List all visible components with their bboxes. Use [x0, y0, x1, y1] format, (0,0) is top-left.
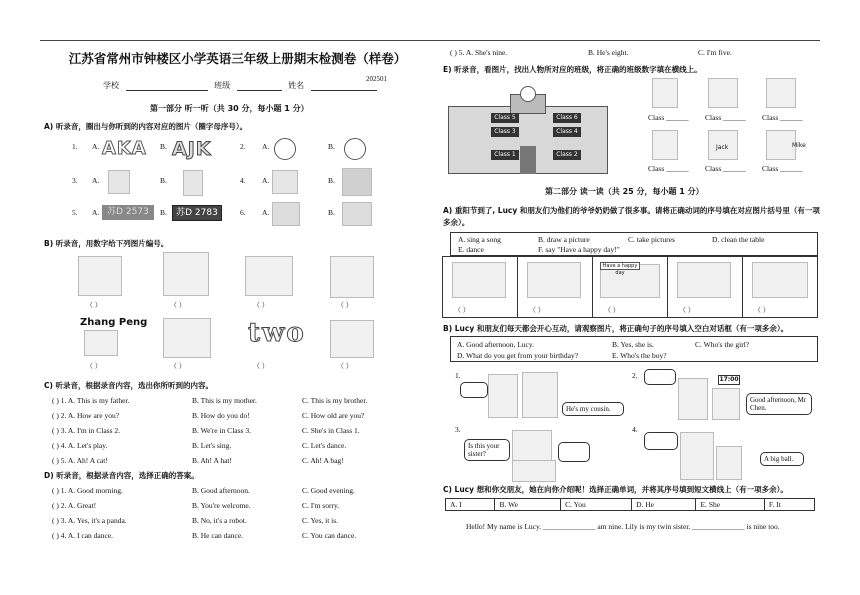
d2-b[interactable]: B. You're welcome. [192, 501, 251, 510]
b-paren-5[interactable]: （ ） [86, 362, 102, 370]
b-paren-7[interactable]: （ ） [253, 362, 269, 370]
e-person-4 [652, 130, 678, 160]
dialog-4-picture-b [716, 446, 742, 480]
clock-a-icon [274, 138, 296, 160]
clock-b-icon [344, 138, 366, 160]
e-person-3 [766, 78, 796, 108]
b-paren-8[interactable]: （ ） [337, 362, 353, 370]
p2a-opt-e: E. dance [458, 245, 484, 254]
divider [592, 256, 593, 318]
c5-b[interactable]: B. Ah! A hat! [192, 456, 233, 465]
e-class-blank-1[interactable]: Class ______ [648, 113, 689, 122]
page-title: 江苏省常州市钟楼区小学英语三年级上册期末检测卷（样卷） [68, 51, 407, 66]
p2b-opt-d: D. What do you get from your birthday? [457, 351, 579, 360]
school-blank[interactable] [126, 82, 208, 91]
p2a-paren-3[interactable]: （ ） [604, 306, 620, 314]
dialog-1-picture-b [522, 372, 558, 418]
dialog-num-3: 3. [455, 425, 461, 434]
p2a-paren-2[interactable]: （ ） [529, 306, 545, 314]
b-paren-1[interactable]: （ ） [86, 301, 102, 309]
room-label-2: Class 2 [553, 150, 581, 160]
b-paren-4[interactable]: （ ） [337, 301, 353, 309]
q2-num: 2. [240, 142, 246, 151]
d3-a[interactable]: ( ) 3. A. Yes, it's a panda. [52, 516, 127, 525]
student-info [103, 80, 381, 91]
mike-label: Mike [792, 142, 806, 149]
q2-opt-a[interactable]: A. [262, 142, 270, 151]
room-label-4: Class 4 [553, 127, 581, 137]
d5-b[interactable]: B. He's eight. [588, 48, 629, 57]
two-picture: two [248, 318, 306, 348]
e-person-1 [652, 78, 678, 108]
p2b-opt-e: E. Who's the boy? [612, 351, 667, 360]
divider [667, 256, 668, 318]
dialog-2-picture-b [712, 388, 740, 420]
d2-a[interactable]: ( ) 2. A. Great! [52, 501, 97, 510]
room-label-3: Class 3 [491, 127, 519, 137]
c3-b[interactable]: B. We're in Class 3. [192, 426, 251, 435]
p2a-picture-5 [752, 262, 808, 298]
name-blank[interactable] [311, 82, 377, 91]
p2b-opt-a: A. Good afternoon, Lucy. [457, 340, 534, 349]
c2-c[interactable]: C. How old are you? [302, 411, 365, 420]
p2c-opt-d: D. He [632, 499, 696, 511]
q5-opt-b[interactable]: B. [160, 208, 167, 217]
school-label: 学校 [103, 81, 119, 90]
p2a-picture-2 [527, 262, 581, 298]
b-picture-1 [78, 256, 122, 296]
e-class-blank-2[interactable]: Class ______ [705, 113, 746, 122]
plate-picture-b: 苏D 2783 [172, 205, 222, 221]
q6-opt-b[interactable]: B. [328, 208, 335, 217]
q3-opt-a[interactable]: A. [92, 176, 100, 185]
q1-opt-a[interactable]: A. [92, 142, 100, 151]
e-class-blank-6[interactable]: Class ______ [762, 164, 803, 173]
paper-code: 202501 [366, 75, 387, 83]
p2c-opt-e: E. She [696, 499, 764, 511]
p2c-opt-b: B. We [495, 499, 561, 511]
dialog-3-people-picture [512, 460, 556, 482]
d1-a[interactable]: ( ) 1. A. Good morning. [52, 486, 123, 495]
c4-b[interactable]: B. Let's sing. [192, 441, 232, 450]
e-class-blank-4[interactable]: Class ______ [648, 164, 689, 173]
d4-c[interactable]: C. You can dance. [302, 531, 357, 540]
d3-b[interactable]: B. No, it's a robot. [192, 516, 247, 525]
dialog-num-4: 4. [632, 425, 638, 434]
q4-num: 4. [240, 176, 246, 185]
mouse-picture [272, 170, 298, 194]
d5-c[interactable]: C. I'm five. [698, 48, 732, 57]
p2b-opt-b: B. Yes, she is. [612, 340, 654, 349]
b-paren-2[interactable]: （ ） [170, 301, 186, 309]
dialog-3-photo-picture [512, 430, 552, 462]
p2a-paren-5[interactable]: （ ） [754, 306, 770, 314]
d2-c[interactable]: C. I'm sorry. [302, 501, 340, 510]
c1-b[interactable]: B. This is my mother. [192, 396, 257, 405]
c1-c[interactable]: C. This is my brother. [302, 396, 368, 405]
p2c-opt-a: A. I [446, 499, 495, 511]
top-rule [40, 40, 820, 41]
class-blank[interactable] [237, 82, 282, 91]
q4-opt-b[interactable]: B. [328, 176, 335, 185]
c2-b[interactable]: B. How do you do! [192, 411, 250, 420]
boy-picture [108, 170, 130, 194]
q2-opt-b[interactable]: B. [328, 142, 335, 151]
c2-a[interactable]: ( ) 2. A. How are you? [52, 411, 120, 420]
c1-a[interactable]: ( ) 1. A. This is my father. [52, 396, 130, 405]
b-picture-4 [330, 256, 374, 298]
e-person-2 [708, 78, 738, 108]
c4-c[interactable]: C. Let's dance. [302, 441, 347, 450]
section-d-title: D) 听录音，根据录音内容，选择正确的答案。 [44, 471, 199, 480]
dialog-num-1: 1. [455, 371, 461, 380]
school-building-picture [448, 86, 608, 174]
p2b-opt-c: C. Who's the girl? [695, 340, 750, 349]
c3-c[interactable]: C. She's in Class 1. [302, 426, 360, 435]
e-class-blank-3[interactable]: Class ______ [762, 113, 803, 122]
part2-section-c-title: C) Lucy 想和你交朋友，她在向你介绍呢！选择正确单词，并将其序号填到短文横线上（有一项多余）。 [443, 485, 788, 494]
tree-picture [342, 202, 372, 226]
b-picture-2 [163, 252, 209, 296]
dialog-3-sister-bubble: Is this your sister? [464, 439, 510, 461]
room-label-5: Class 5 [491, 113, 519, 123]
kite-picture [272, 202, 300, 226]
class-label: 班级 [214, 81, 231, 90]
q3-opt-b[interactable]: B. [160, 176, 167, 185]
dialog-2-blank-bubble[interactable] [644, 369, 676, 385]
b-paren-3[interactable]: （ ） [253, 301, 269, 309]
b-picture-8 [330, 320, 374, 358]
dialog-4-picture-a [680, 432, 714, 480]
name-label: 姓名 [288, 81, 305, 90]
lion-picture [342, 168, 372, 196]
section-a-title: A) 听录音，圈出与你听到的内容对应的图片（圈字母序号）。 [44, 122, 248, 131]
p2a-opt-a: A. sing a song [458, 235, 501, 244]
b-paren-6[interactable]: （ ） [170, 362, 186, 370]
tower-clock-icon [520, 86, 536, 102]
happy-day-banner: Have a happy day [600, 262, 640, 270]
b-picture-3 [245, 256, 293, 296]
divider [517, 256, 518, 318]
q6-num: 6. [240, 208, 246, 217]
p2c-word-options [445, 498, 815, 511]
q1-ajk-picture: AJK [172, 138, 212, 160]
dialog-3-blank-bubble[interactable] [558, 442, 590, 462]
part2-section-a-title: A) 重阳节到了, Lucy 和朋友们为他们的爷爷奶奶做了很多事。请将正确动词的序号填在对应图片括号里（有一项多余）。 [443, 206, 820, 227]
divider [742, 256, 743, 318]
p2a-paren-4[interactable]: （ ） [679, 306, 695, 314]
p2a-opt-b: B. draw a picture [538, 235, 590, 244]
c5-a[interactable]: ( ) 5. A. Ah! A cat! [52, 456, 108, 465]
q1-opt-b[interactable]: B. [160, 142, 167, 151]
section-c-title: C) 听录音，根据录音内容，选出你所听到的内容。 [44, 381, 214, 390]
dialog-2-afternoon-bubble: Good afternoon, Mr Chen. [746, 393, 812, 415]
d1-c[interactable]: C. Good evening. [302, 486, 355, 495]
zhang-peng-label: Zhang Peng [80, 317, 148, 328]
section-b-title: B) 听录音，用数字给下列图片编号。 [44, 239, 169, 248]
dialog-num-2: 2. [632, 371, 638, 380]
part1-title: 第一部分 听一听（共 30 分，每小题 1 分） [150, 104, 309, 113]
d1-b[interactable]: B. Good afternoon. [192, 486, 250, 495]
dialog-4-ball-bubble: A big ball. [760, 452, 804, 466]
digital-clock: 17:00 [719, 376, 739, 383]
c5-c[interactable]: C. Ah! A bag! [302, 456, 344, 465]
part2-title: 第二部分 读一读（共 25 分，每小题 1 分） [545, 187, 704, 196]
girl-picture [183, 170, 203, 196]
p2a-opt-c: C. take pictures [628, 235, 675, 244]
q6-opt-a[interactable]: A. [262, 208, 270, 217]
c3-a[interactable]: ( ) 3. A. I'm in Class 2. [52, 426, 121, 435]
dialog-1-blank-bubble[interactable] [460, 382, 488, 398]
dialog-1-cousin-bubble: He's my cousin. [562, 402, 624, 416]
plate-picture-a: 苏D 2573 [102, 205, 154, 220]
p2c-opt-f: F. It [764, 499, 814, 511]
jack-label: Jack [716, 144, 729, 151]
p2a-picture-1 [452, 262, 506, 298]
p2c-opt-c: C. You [561, 499, 632, 511]
d4-b[interactable]: B. He can dance. [192, 531, 244, 540]
q3-num: 3. [72, 176, 78, 185]
p2a-picture-4 [677, 262, 731, 298]
q1-num: 1. [72, 142, 78, 151]
p2c-passage: Hello! My name is Lucy. ______________ am nine. Lily is my twin sister. ______________ is nine too. [466, 522, 780, 531]
dialog-1-picture-a [488, 374, 518, 418]
q5-num: 5. [72, 208, 78, 217]
p2a-opt-f: F. say "Have a happy day!" [538, 245, 620, 254]
b-picture-6 [163, 318, 211, 358]
p2a-opt-d: D. clean the table [712, 235, 765, 244]
room-label-6: Class 6 [553, 113, 581, 123]
q1-akka-picture: AKA [102, 138, 147, 159]
d4-a[interactable]: ( ) 4. A. I can dance. [52, 531, 114, 540]
d5-a[interactable]: ( ) 5. A. She's nine. [450, 48, 508, 57]
room-label-1: Class 1 [491, 150, 519, 160]
c4-a[interactable]: ( ) 4. A. Let's play. [52, 441, 108, 450]
section-e-title: E) 听录音，看图片，找出人物所对应的班级，将正确的班级数字填在横线上。 [443, 65, 702, 74]
p2a-paren-1[interactable]: （ ） [454, 306, 470, 314]
b-picture-5 [84, 330, 118, 356]
dialog-2-picture-a [678, 378, 708, 420]
part2-section-b-title: B) Lucy 和朋友们每天都会开心互动，请观察图片，将正确句子的序号填入空白对话框（有一项多余）。 [443, 324, 789, 333]
d3-c[interactable]: C. Yes, it is. [302, 516, 339, 525]
q5-opt-a[interactable]: A. [92, 208, 100, 217]
dialog-4-blank-bubble[interactable] [644, 432, 678, 450]
q4-opt-a[interactable]: A. [262, 176, 270, 185]
e-class-blank-5[interactable]: Class ______ [705, 164, 746, 173]
